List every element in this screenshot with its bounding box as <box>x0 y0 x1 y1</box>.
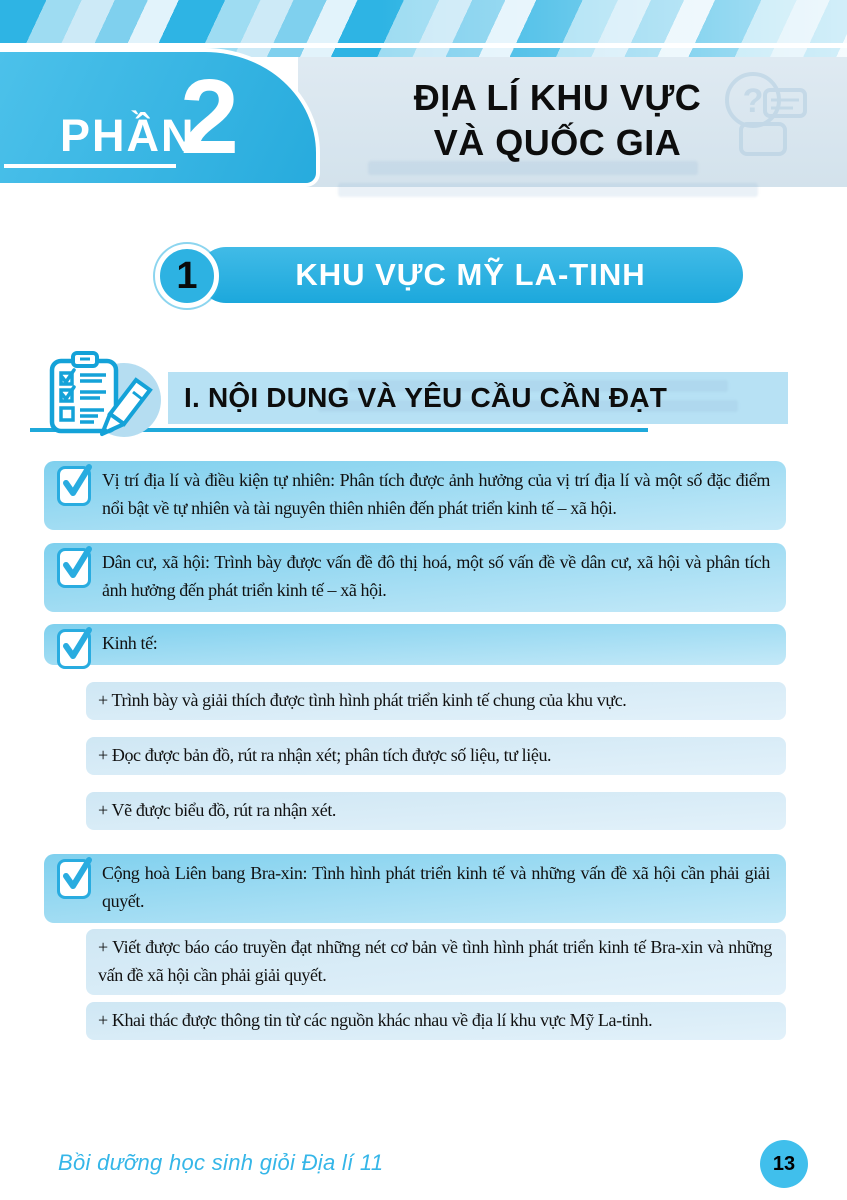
checkbox-checked-icon <box>57 859 91 899</box>
page-number-badge <box>760 1140 808 1188</box>
checkbox-checked-icon <box>57 629 91 669</box>
checkbox-checked-icon <box>57 548 91 588</box>
header-panel <box>298 57 847 187</box>
checklist-subitem <box>86 792 786 830</box>
checklist-item-text: Cộng hoà Liên bang Bra-xin: Tình hình phát triển kinh tế và những vấn đề xã hội cần phải giải quyết. <box>102 863 770 911</box>
part-number: 2 <box>180 58 239 176</box>
checklist-item-text: Kinh tế: <box>102 633 158 653</box>
checklist-subitem-text: + Trình bày và giải thích được tình hình phát triển kinh tế chung của khu vực. <box>98 690 627 710</box>
checklist-subitem <box>86 929 786 995</box>
checklist-item-text: Dân cư, xã hội: Trình bày được vấn đề đô thị hoá, một số vấn đề về dân cư, xã hội và phân tích ảnh hưởng đến phát triển kinh tế – xã hội. <box>102 552 770 600</box>
part-label-underline <box>4 164 176 168</box>
checklist-subitem-text: + Viết được báo cáo truyền đạt những nét cơ bản về tình hình phát triển kinh tế Bra-xin và những vấn đề xã hội cần phải giải quyết. <box>98 937 772 985</box>
checkbox-checked-icon <box>57 466 91 506</box>
checklist-subitem-text: + Vẽ được biểu đồ, rút ra nhận xét. <box>98 800 337 820</box>
checklist-subitem <box>86 682 786 720</box>
part-title-line1: ĐỊA LÍ KHU VỰC <box>413 77 702 118</box>
part-title-line2: VÀ QUỐC GIA <box>433 122 682 163</box>
part-title <box>298 57 847 165</box>
section-heading: I. NỘI DUNG VÀ YÊU CẦU CẦN ĐẠT <box>184 382 668 413</box>
clipboard-pen-icon <box>36 348 172 438</box>
chapter-number-badge <box>155 244 219 308</box>
chapter-number: 1 <box>176 254 198 297</box>
svg-text:?: ? <box>742 82 764 120</box>
checklist-item <box>44 543 786 612</box>
footer-book-title: Bồi dưỡng học sinh giỏi Địa lí 11 <box>58 1150 384 1175</box>
part-label: PHẦN <box>60 110 196 161</box>
checklist-item <box>44 624 786 665</box>
checklist-item <box>44 854 786 923</box>
checklist-subitem <box>86 1002 786 1040</box>
checklist-item <box>44 461 786 530</box>
chapter-banner <box>198 247 743 303</box>
checklist-subitem-text: + Khai thác được thông tin từ các nguồn khác nhau về địa lí khu vực Mỹ La-tinh. <box>98 1010 653 1030</box>
chapter-title: KHU VỰC MỸ LA-TINH <box>295 257 646 292</box>
bleed-through-ghost <box>338 183 758 197</box>
checklist-subitem <box>86 737 786 775</box>
part-number-block <box>0 48 320 187</box>
checklist-item-text: Vị trí địa lí và điều kiện tự nhiên: Phân tích được ảnh hưởng của vị trí địa lí và một số đặc điểm nổi bật về tự nhiên và tài nguyên thiên nhiên đến phát triển kinh tế – xã hội. <box>102 470 770 518</box>
page-number: 13 <box>772 1152 796 1175</box>
checklist-subitem-text: + Đọc được bản đồ, rút ra nhận xét; phân tích được số liệu, tư liệu. <box>98 745 552 765</box>
